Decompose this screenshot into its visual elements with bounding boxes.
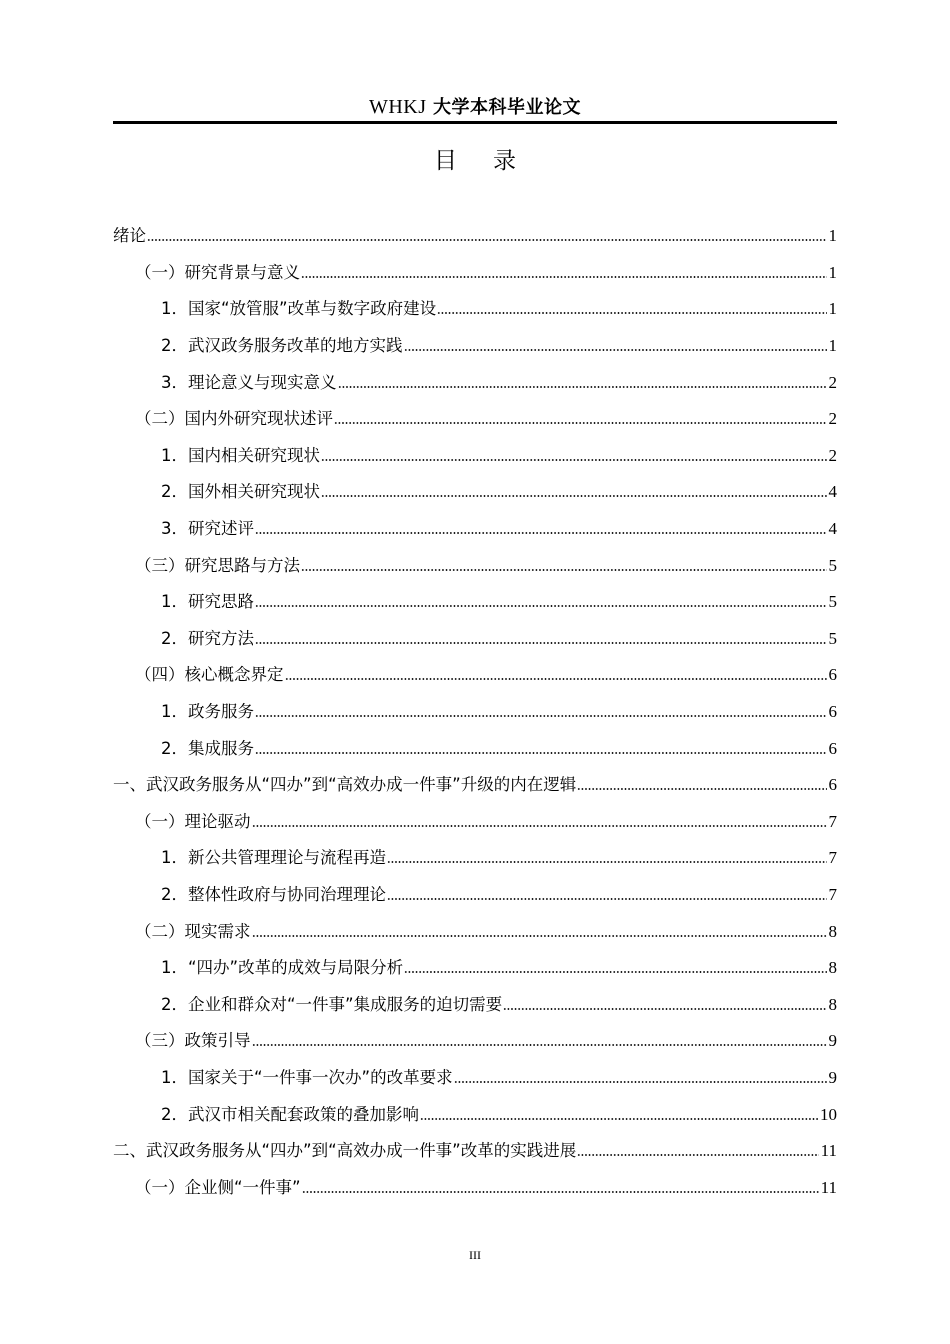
dot-leader (321, 495, 827, 497)
toc-title-char-2: 录 (493, 148, 516, 174)
toc-entry-title: （二）现实需求 (135, 921, 251, 941)
dot-leader (577, 1154, 818, 1156)
toc-entry-title: （二）国内外研究现状述评 (135, 409, 333, 429)
toc-entry-title: 2．武汉政务服务改革的地方实践 (161, 336, 403, 356)
toc-entry-title: （三）政策引导 (135, 1031, 251, 1051)
toc-entry-title: （一）研究背景与意义 (135, 262, 300, 282)
dot-leader (404, 971, 826, 973)
table-of-contents (113, 218, 837, 1206)
toc-entry[interactable] (113, 584, 837, 621)
toc-entry[interactable] (113, 218, 837, 255)
toc-entry[interactable] (113, 511, 837, 548)
toc-entry-page: 1 (828, 262, 837, 282)
toc-entry[interactable] (113, 255, 837, 292)
dot-leader (147, 239, 827, 241)
toc-entry-page: 7 (828, 848, 837, 868)
toc-entry-page: 1 (828, 336, 837, 356)
toc-entry-title: （三）研究思路与方法 (135, 555, 300, 575)
dot-leader (301, 569, 827, 571)
toc-entry[interactable] (113, 767, 837, 804)
toc-entry-page: 10 (820, 1104, 837, 1124)
dot-leader (503, 1008, 826, 1010)
dot-leader (387, 898, 827, 900)
running-header (113, 93, 837, 121)
toc-entry-title: 1．新公共管理理论与流程再造 (161, 848, 386, 868)
toc-entry-page: 1 (828, 299, 837, 319)
header-university-code: WHKJ (368, 96, 427, 118)
toc-entry-page: 5 (828, 555, 837, 575)
toc-entry-page: 5 (828, 592, 837, 612)
toc-title-char-1: 目 (434, 148, 457, 174)
dot-leader (255, 715, 827, 717)
toc-entry[interactable] (113, 950, 837, 987)
toc-entry-title: 2．集成服务 (161, 738, 254, 758)
toc-entry[interactable] (113, 1133, 837, 1170)
dot-leader (255, 642, 827, 644)
toc-entry-title: 2．武汉市相关配套政策的叠加影响 (161, 1104, 419, 1124)
toc-entry-title: 3．理论意义与现实意义 (161, 372, 337, 392)
toc-entry-page: 4 (828, 519, 837, 539)
toc-entry[interactable] (113, 1169, 837, 1206)
toc-entry[interactable] (113, 694, 837, 731)
toc-entry-title: 2．整体性政府与协同治理理论 (161, 884, 386, 904)
dot-leader (437, 312, 826, 314)
toc-entry[interactable] (113, 1096, 837, 1133)
toc-entry-page: 6 (828, 738, 837, 758)
toc-entry-page: 7 (828, 884, 837, 904)
toc-entry-page: 2 (828, 372, 837, 392)
dot-leader (334, 422, 827, 424)
dot-leader (301, 276, 827, 278)
toc-entry-page: 11 (820, 1141, 837, 1161)
toc-entry-page: 1 (828, 226, 837, 246)
toc-entry-title: 3．研究述评 (161, 519, 254, 539)
dot-leader (252, 935, 827, 937)
dot-leader (577, 788, 826, 790)
toc-entry-page: 2 (828, 445, 837, 465)
toc-entry[interactable] (113, 438, 837, 475)
toc-entry-title: （一）理论驱动 (135, 811, 251, 831)
dot-leader (302, 1191, 819, 1193)
toc-entry[interactable] (113, 621, 837, 658)
toc-entry-title: 1．国家“放管服”改革与数字政府建设 (161, 299, 437, 319)
toc-entry-page: 5 (828, 628, 837, 648)
toc-entry-title: 1．“四办”改革的成效与局限分析 (161, 958, 404, 978)
toc-entry[interactable] (113, 547, 837, 584)
dot-leader (454, 1081, 827, 1083)
toc-entry-page: 8 (828, 958, 837, 978)
toc-entry-title: 2．企业和群众对“一件事”集成服务的迫切需要 (161, 994, 503, 1014)
toc-entry[interactable] (113, 328, 837, 365)
toc-entry-title: 2．国外相关研究现状 (161, 482, 320, 502)
toc-entry[interactable] (113, 1060, 837, 1097)
toc-entry[interactable] (113, 730, 837, 767)
header-rule (113, 121, 837, 124)
toc-entry-page: 11 (820, 1177, 837, 1197)
toc-entry-page: 7 (828, 811, 837, 831)
dot-leader (387, 861, 827, 863)
dot-leader (255, 605, 827, 607)
toc-entry-page: 2 (828, 409, 837, 429)
toc-entry-page: 6 (828, 665, 837, 685)
toc-entry[interactable] (113, 877, 837, 914)
toc-entry-title: 2．研究方法 (161, 628, 254, 648)
toc-entry-page: 6 (828, 702, 837, 722)
toc-entry-page: 8 (828, 921, 837, 941)
toc-entry-title: （一）企业侧“一件事” (135, 1177, 301, 1197)
header-thesis-label: 大学本科毕业论文 (433, 97, 582, 118)
toc-entry[interactable] (113, 291, 837, 328)
page-number: III (469, 1248, 481, 1262)
dot-leader (285, 678, 827, 680)
toc-entry-title: 1．政务服务 (161, 702, 254, 722)
toc-entry-title: 1．国家关于“一件事一次办”的改革要求 (161, 1067, 453, 1087)
toc-entry-page: 8 (828, 994, 837, 1014)
toc-entry-title: 1．国内相关研究现状 (161, 445, 320, 465)
toc-entry-page: 6 (828, 775, 837, 795)
toc-entry-page: 4 (828, 482, 837, 502)
toc-title (113, 144, 837, 178)
toc-entry[interactable] (113, 913, 837, 950)
toc-entry-title: （四）核心概念界定 (135, 665, 284, 685)
toc-entry-title: 二、武汉政务服务从“四办”到“高效办成一件事”改革的实践进展 (113, 1141, 577, 1161)
toc-entry-title: 一、武汉政务服务从“四办”到“高效办成一件事”升级的内在逻辑 (113, 775, 577, 795)
toc-entry-title: 1．研究思路 (161, 592, 254, 612)
dot-leader (420, 1118, 818, 1120)
toc-entry-page: 9 (828, 1067, 837, 1087)
toc-entry[interactable] (113, 401, 837, 438)
dot-leader (404, 349, 827, 351)
toc-entry[interactable] (113, 474, 837, 511)
toc-entry[interactable] (113, 657, 837, 694)
toc-entry[interactable] (113, 364, 837, 401)
toc-entry[interactable] (113, 986, 837, 1023)
toc-entry[interactable] (113, 1023, 837, 1060)
dot-leader (255, 752, 827, 754)
toc-entry-title: 绪论 (113, 226, 146, 246)
toc-entry-page: 9 (828, 1031, 837, 1051)
dot-leader (252, 825, 827, 827)
dot-leader (338, 386, 827, 388)
toc-entry[interactable] (113, 840, 837, 877)
toc-entry[interactable] (113, 804, 837, 841)
dot-leader (255, 532, 827, 534)
dot-leader (321, 459, 827, 461)
dot-leader (252, 1044, 827, 1046)
